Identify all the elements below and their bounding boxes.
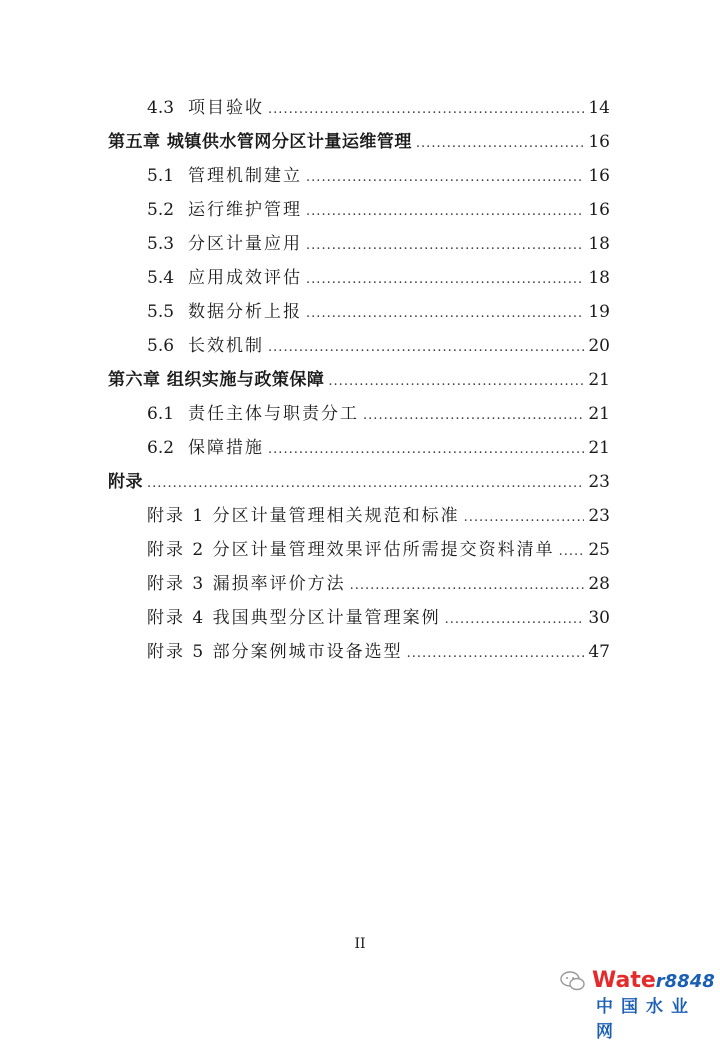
dot-leader	[268, 99, 584, 121]
watermark-subtitle: 中国水业网	[596, 997, 696, 1042]
toc-appendix[interactable]	[147, 573, 610, 597]
toc-appendix-title: 附录 1 分区计量管理相关规范和标准	[147, 506, 460, 526]
toc-entry-title: 运行维护管理	[188, 200, 303, 220]
toc-entry-title: 分区计量应用	[188, 234, 303, 254]
toc-entry[interactable]	[147, 437, 610, 461]
toc-entry-number: 6.2	[147, 438, 175, 458]
toc-appendix[interactable]	[147, 641, 610, 665]
toc-entry-number: 5.4	[147, 268, 175, 288]
wechat-icon	[560, 970, 586, 992]
dot-leader	[328, 371, 584, 393]
dot-leader	[464, 507, 585, 529]
toc-entry[interactable]	[147, 199, 610, 223]
dot-leader	[559, 541, 585, 563]
toc-appendix[interactable]	[147, 539, 610, 563]
toc-entry[interactable]	[147, 267, 610, 291]
dot-leader	[306, 201, 584, 223]
toc-entry-title: 项目验收	[188, 98, 265, 118]
toc-appendix-title: 附录 5 部分案例城市设备选型	[147, 642, 403, 662]
dot-leader	[306, 269, 584, 291]
toc-entry-title: 应用成效评估	[188, 268, 303, 288]
watermark-logo-main: Wate	[592, 968, 656, 993]
toc-entry-number: 5.2	[147, 200, 175, 220]
toc-entry-number: 4.3	[147, 98, 175, 118]
dot-leader	[306, 235, 584, 257]
toc-entry[interactable]	[147, 301, 610, 325]
toc-entry[interactable]	[147, 403, 610, 427]
toc-appendix-page: 30	[588, 608, 610, 628]
dot-leader	[268, 439, 584, 461]
toc-entry-page: 16	[588, 200, 610, 220]
toc-chapter[interactable]	[108, 369, 610, 393]
dot-leader	[268, 337, 584, 359]
toc-appendix-page: 47	[588, 642, 610, 662]
toc-chapter-title: 第六章 组织实施与政策保障	[108, 370, 325, 390]
toc-entry-page: 18	[588, 268, 610, 288]
toc-entry-page: 14	[588, 98, 610, 118]
watermark	[560, 968, 718, 1042]
toc-entry-page: 20	[588, 336, 610, 356]
toc-appendix[interactable]	[147, 607, 610, 631]
toc-entry-number: 5.3	[147, 234, 175, 254]
watermark-logo-accent: r8848	[655, 971, 715, 992]
toc-entry[interactable]	[147, 97, 610, 121]
toc-chapter-page: 16	[588, 132, 610, 152]
toc-chapter[interactable]	[108, 131, 610, 155]
toc-appendix[interactable]	[147, 505, 610, 529]
dot-leader	[306, 303, 584, 325]
toc-appendix-title: 附录 3 漏损率评价方法	[147, 574, 346, 594]
toc-entry[interactable]	[147, 233, 610, 257]
toc-entry-number: 5.1	[147, 166, 175, 186]
toc-appendix-page: 23	[588, 506, 610, 526]
dot-leader	[445, 609, 585, 631]
toc-chapter[interactable]	[108, 471, 610, 495]
dot-leader	[147, 473, 584, 495]
toc-entry-number: 5.6	[147, 336, 175, 356]
toc-entry-title: 保障措施	[188, 438, 265, 458]
dot-leader	[363, 405, 584, 427]
toc-appendix-title: 附录 4 我国典型分区计量管理案例	[147, 608, 441, 628]
toc-entry-number: 6.1	[147, 404, 175, 424]
toc-appendix-page: 28	[588, 574, 610, 594]
dot-leader	[350, 575, 585, 597]
toc-entry[interactable]	[147, 165, 610, 189]
toc-entry-title: 责任主体与职责分工	[188, 404, 360, 424]
toc-chapter-title: 附录	[108, 472, 143, 492]
toc-chapter-page: 21	[588, 370, 610, 390]
dot-leader	[306, 167, 584, 189]
toc-entry-title: 管理机制建立	[188, 166, 303, 186]
toc-entry-page: 21	[588, 404, 610, 424]
toc-appendix-page: 25	[588, 540, 610, 560]
toc-entry-page: 18	[588, 234, 610, 254]
toc-entry[interactable]	[147, 335, 610, 359]
dot-leader	[416, 133, 584, 155]
toc-entry-page: 16	[588, 166, 610, 186]
toc-entry-page: 19	[588, 302, 610, 322]
page-number: II	[354, 936, 366, 952]
toc-appendix-title: 附录 2 分区计量管理效果评估所需提交资料清单	[147, 540, 555, 560]
toc-entry-title: 数据分析上报	[188, 302, 303, 322]
watermark-logo	[592, 968, 715, 993]
toc-chapter-title: 第五章 城镇供水管网分区计量运维管理	[108, 132, 412, 152]
toc-entry-title: 长效机制	[188, 336, 265, 356]
toc-entry-number: 5.5	[147, 302, 175, 322]
dot-leader	[407, 643, 585, 665]
toc-entry-page: 21	[588, 438, 610, 458]
toc-chapter-page: 23	[588, 472, 610, 492]
